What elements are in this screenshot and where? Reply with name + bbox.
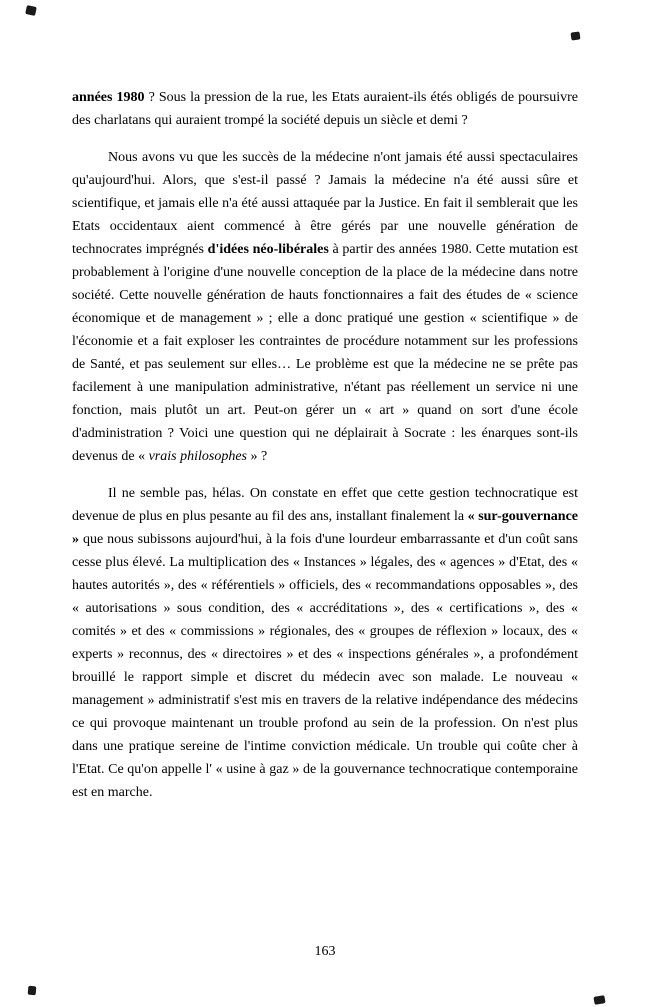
scan-artifact	[28, 986, 37, 996]
bold-text-run: « sur-gouvernance »	[72, 509, 578, 547]
scan-artifact	[570, 31, 580, 40]
page-number: 163	[314, 944, 336, 959]
text-run: Nous avons vu que les succès de la médecine n'ont jamais été aussi spectaculaires qu'aujourd'hui. Alors, que s'est-il passé ? Jamais la médecine n'a été aussi sûre et scientifique, et jamais elle n'a été aussi attaquée par la Justice. En fait il semblerait que les Etats occidentaux aient commencé à être gérés par une nouvelle génération de technocrates imprégnés	[72, 150, 578, 257]
text-run: Il ne semble pas, hélas. On constate en effet que cette gestion technocratique est devenue de plus en plus pesante au fil des ans, installant finalement la	[72, 486, 578, 524]
document-body	[72, 86, 578, 804]
text-run: à partir des années 1980. Cette mutation est probablement à l'origine d'une nouvelle conception de la place de la médecine dans notre société. Cette nouvelle génération de hauts fonctionnaires a fait des études de « science économique et de management » ; elle a donc pratiqué une gestion « scientifique » de l'économie et a fait exploser les contraintes de procédure notamment sur les professions de Santé, et pas seulement sur elles… Le problème est que la médecine ne se prête pas facilement à une manipulation administrative, n'étant pas réellement un service ni une fonction, mais plutôt un art. Peut-on gérer un « art » quand on sort d'une école d'administration ? Voici une question qui ne déplairait à Socrate : les énarques sont-ils devenus de «	[72, 242, 579, 464]
bold-text-run: années 1980	[72, 90, 145, 105]
italic-text-run: vrais philosophes	[148, 449, 247, 464]
paragraph	[72, 86, 578, 132]
text-run: » ?	[246, 449, 268, 464]
paragraph	[72, 146, 578, 468]
paragraph	[72, 482, 578, 804]
text-run: ? Sous la pression de la rue, les Etats auraient-ils étés obligés de poursuivre des charlatans qui auraient trompé la société depuis un siècle et demi ?	[72, 90, 578, 128]
scan-artifact	[25, 5, 37, 16]
scan-artifact	[593, 995, 605, 1005]
text-run: que nous subissons aujourd'hui, à la fois d'une lourdeur embarrassante et d'un coût sans cesse plus élevé. La multiplication des « Instances » légales, des « agences » d'Etat, des « hautes autorités », des « référentiels » officiels, des « recommandations opposables », des « autorisations » sous condition, des « accréditations », des « certifications », des « comités » et des « commissions » régionales, des « groupes de réflexion » locaux, des « experts » reconnus, des « directoires » et des « inspections générales », a profondément brouillé le rapport simple et discret du médecin avec son malade. Le nouveau « management » administratif s'est mis en travers de la relative indépendance des médecins ce qui provoque maintenant un trouble profond au sein de la profession. On n'est plus dans une pratique sereine de l'intime conviction médicale. Un trouble qui coûte cher à l'Etat. Ce qu'on appelle l' « usine à gaz » de la gouvernance technocratique contemporaine est en marche.	[72, 532, 578, 800]
bold-text-run: d'idées néo-libérales	[207, 242, 329, 257]
